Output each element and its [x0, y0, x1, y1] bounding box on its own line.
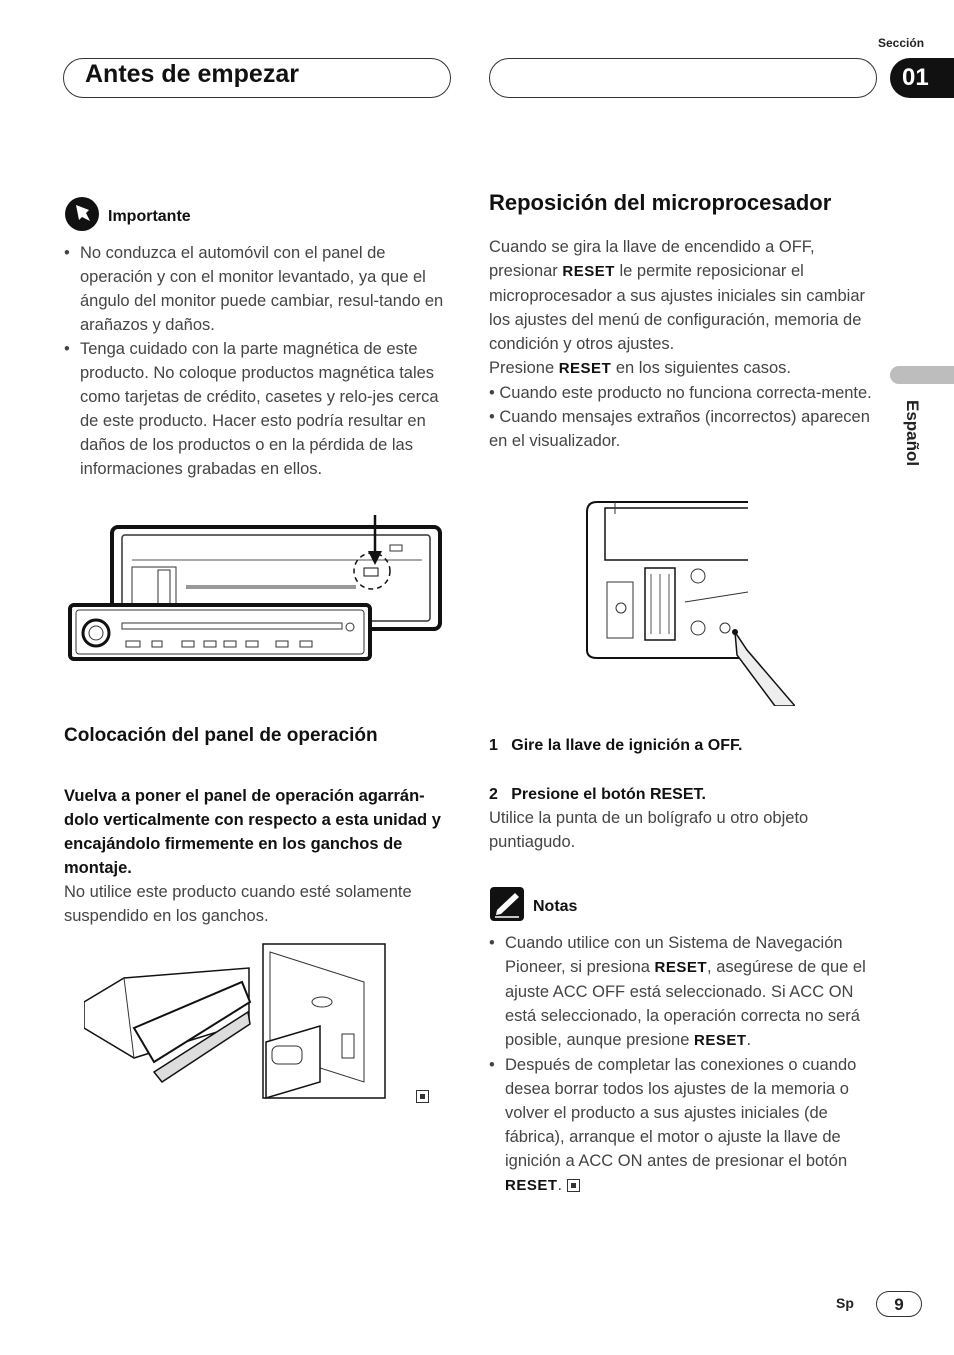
important-list — [64, 241, 454, 481]
page-number: 9 — [876, 1291, 922, 1317]
list-item: • Cuando utilice con un Sistema de Navegación Pioneer, si presiona RESET, asegúrese de que el ajuste ACC OFF está seleccionado. Si ACC ON está seleccionado, la operación correcta no será posible, aunque presione RESET. — [489, 931, 884, 1053]
panel-section-instruction: Vuelva a poner el panel de operación agarrán-dolo verticalmente con respecto a esta unidad y encajándolo firmemente en los ganchos de montaje. — [64, 787, 441, 877]
list-item: • No conduzca el automóvil con el panel de operación y con el monitor levantado, ya que el ángulo del monitor puede cambiar, resul-tando en arañazos y daños. — [64, 241, 454, 337]
language-tab — [890, 366, 954, 384]
reset-paragraph-1: Cuando se gira la llave de encendido a OFF, presionar RESET le permite reposicionar el microprocesador a sus ajustes iniciales sin cambiar los ajustes del menú de configuración, memoria de condición y otros ajustes. — [489, 238, 865, 353]
head-unit-illustration — [66, 515, 446, 670]
step-text: Presione el botón RESET. — [511, 786, 706, 803]
panel-section-heading: Colocación del panel de operación — [64, 725, 378, 746]
reset-section-body — [489, 235, 881, 453]
page-title: Antes de empezar — [85, 60, 299, 88]
important-icon — [64, 196, 100, 237]
reset-paragraph-2: Presione RESET en los siguientes casos. — [489, 359, 792, 377]
notes-list — [489, 931, 884, 1198]
step-number: 2 — [489, 786, 498, 803]
reset-section-heading: Reposición del microprocesador — [489, 190, 832, 215]
list-item: • Cuando este producto no funciona correcta-mente. — [489, 384, 872, 402]
language-code: Sp — [836, 1295, 854, 1311]
list-item: • Tenga cuidado con la parte magnética de este producto. No coloque productos magnética tales como tarjetas de crédito, casetes y relo-jes cerca de este producto. Hacer esto podría resultar en daños de los productos o en la pérdida de las informaciones grabadas en ellos. — [64, 337, 454, 481]
important-block — [64, 196, 454, 481]
reset-keyword: RESET — [654, 959, 708, 976]
step-text: Gire la llave de ignición a OFF. — [511, 737, 743, 754]
section-label: Sección — [878, 36, 925, 50]
header-empty-frame — [489, 58, 877, 98]
notes-icon — [489, 886, 525, 927]
step-2 — [489, 786, 889, 804]
important-title: Importante — [108, 207, 191, 225]
end-mark-icon — [416, 1090, 429, 1103]
reset-button-illustration — [585, 500, 795, 711]
reset-keyword: RESET — [693, 1032, 747, 1049]
reset-keyword: RESET — [505, 1177, 558, 1194]
end-mark-icon — [567, 1179, 580, 1192]
language-label: Español — [903, 400, 922, 467]
step-2-description: Utilice la punta de un bolígrafo u otro objeto puntiagudo. — [489, 809, 809, 851]
reset-keyword: RESET — [562, 263, 615, 280]
section-number: 01 — [890, 58, 954, 98]
panel-section-text: No utilice este producto cuando esté solamente suspendido en los ganchos. — [64, 883, 412, 925]
step-number: 1 — [489, 737, 498, 754]
list-item: • Cuando mensajes extraños (incorrectos) aparecen en el visualizador. — [489, 408, 870, 450]
step-1 — [489, 737, 889, 755]
panel-attach-illustration — [84, 942, 390, 1107]
reset-keyword: RESET — [558, 360, 612, 377]
notes-title: Notas — [533, 897, 578, 915]
notes-block — [489, 886, 884, 1198]
list-item: • Después de completar las conexiones o cuando desea borrar todos los ajustes de la memoria o volver el producto a sus ajustes iniciales (de fábrica), arranque el motor o ajuste la llave de ignición a ACC ON antes de presionar el botón RESET. — [489, 1053, 884, 1198]
